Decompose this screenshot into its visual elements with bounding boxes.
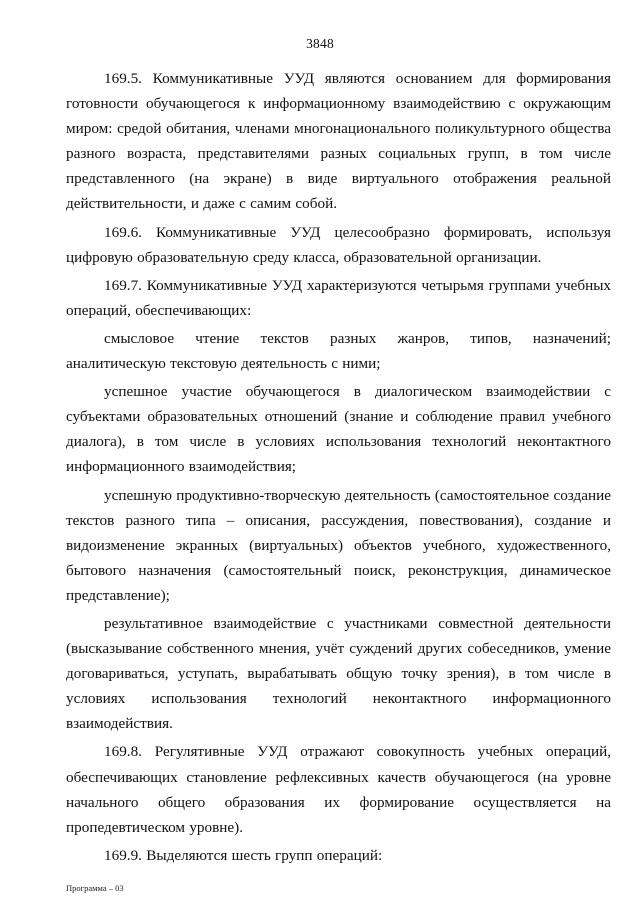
paragraph-169-5: 169.5. Коммуникативные УУД являются основанием для формирования готовности обучающегося к информационному взаимодействию с окружающим миром: средой обитания, членами многонационального поликультурного общества разного возраста, представителями разных социальных групп, в том числе представленного (на экране) в виде виртуального отображения реальной действительности, и даже с самим собой. bbox=[66, 70, 611, 213]
document-body bbox=[66, 66, 611, 871]
page-number: 3848 bbox=[306, 36, 334, 51]
paragraph-169-7: 169.7. Коммуникативные УУД характеризуются четырьмя группами учебных операций, обеспечивающих: bbox=[66, 276, 611, 319]
paragraph-169-9: 169.9. Выделяются шесть групп операций: bbox=[104, 846, 383, 864]
list-item-creative-activity: успешную продуктивно-творческую деятельность (самостоятельное создание текстов разного типа – описания, рассуждения, повествования), создание и видоизменение экранных (виртуальных) объектов учебного, художественного, бытового назначения (самостоятельный поиск, реконструкция, динамическое представление); bbox=[66, 486, 611, 604]
list-item-semantic-reading: смысловое чтение текстов разных жанров, типов, назначений; аналитическую текстовую деятельность с ними; bbox=[66, 329, 611, 373]
paragraph-169-6: 169.6. Коммуникативные УУД целесообразно формировать, используя цифровую образовательную среду класса, образовательной организации. bbox=[66, 223, 611, 266]
list-item-dialogic-interaction: успешное участие обучающегося в диалогическом взаимодействии с субъектами образовательных отношений (знание и соблюдение правил учебного диалога), в том числе в условиях использования технологий неконтактного информационного взаимодействия; bbox=[66, 383, 611, 476]
list-item-collaboration: результативное взаимодействие с участниками совместной деятельности (высказывание собственного мнения, учёт суждений других собеседников, умение договариваться, уступать, вырабатывать общую точку зрения), в том числе в условиях использования технологий неконтактного информационного взаимодействия. bbox=[66, 614, 611, 733]
footer-program-label: Программа – 03 bbox=[66, 883, 124, 893]
paragraph-169-8: 169.8. Регулятивные УУД отражают совокупность учебных операций, обеспечивающих становление рефлексивных качеств обучающегося (на уровне начального общего образования их формирование осуществляется на пропедевтическом уровне). bbox=[66, 743, 611, 836]
